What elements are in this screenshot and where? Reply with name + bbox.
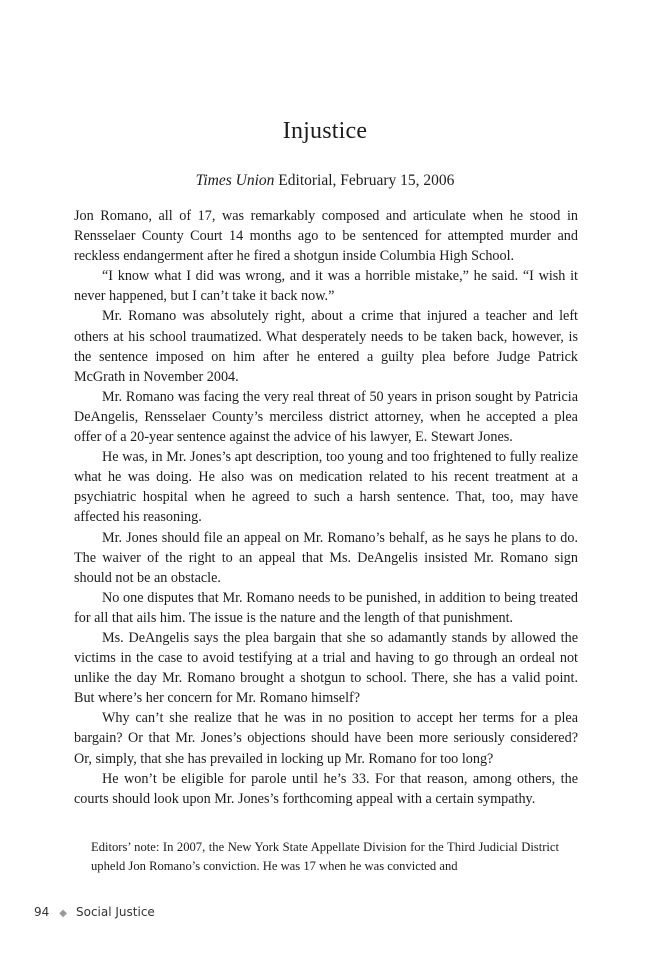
article-title: Injustice: [282, 118, 368, 144]
paragraph: Jon Romano, all of 17, was remarkably composed and articulate when he stood in Rensselaer County Court 14 months ago to be sentenced for attempted murder and reckless endangerment after he fired a shotgun inside Columbia High School.: [74, 208, 578, 265]
section-title: Social Justice: [75, 905, 155, 919]
page-footer: [34, 904, 155, 922]
paragraph: “I know what I did was wrong, and it was a horrible mistake,” he said. “I wish it never happened, but I can’t take it back now.”: [74, 268, 578, 305]
paragraph: Mr. Romano was facing the very real threat of 50 years in prison sought by Patricia DeAngelis, Rensselaer County’s merciless district attorney, when he accepted a plea offer of a 20-year sentence against the advice of his lawyer, E. Stewart Jones.: [74, 388, 578, 446]
article-source-line: [0, 170, 650, 192]
page-number: 94: [34, 905, 50, 919]
article-body: [74, 206, 578, 809]
diamond-separator-icon: ◆: [59, 908, 67, 919]
paragraph: He won’t be eligible for parole until he’s 33. For that reason, among others, the courts should look upon Mr. Jones’s forthcoming appeal with a certain sympathy.: [74, 770, 578, 807]
paragraph: Why can’t she realize that he was in no position to accept her terms for a plea bargain? Or that Mr. Jones’s objections should have been more seriously considered? Or, simply, that she has prevailed in locking up Mr. Romano for too long?: [74, 710, 578, 767]
paragraph: Ms. DeAngelis says the plea bargain that she so adamantly stands by allowed the victims in the case to avoid testifying at a trial and having to go through an ordeal not unlike the day Mr. Romano brought a shotgun to school. There, she has a valid point. But where’s her concern for Mr. Romano himself?: [74, 629, 578, 707]
source-date: Editorial, February 15, 2006: [274, 172, 455, 189]
editors-note: Editors’ note: In 2007, the New York State Appellate Division for the Third Judicial District upheld Jon Romano’s conviction. He was 17 when he was convicted and: [91, 840, 559, 873]
paragraph: No one disputes that Mr. Romano needs to be punished, in addition to being treated for all that ails him. The issue is the nature and the length of that punishment.: [74, 589, 578, 626]
paragraph: Mr. Jones should file an appeal on Mr. Romano’s behalf, as he says he plans to do. The waiver of the right to an appeal that Ms. DeAngelis insisted Mr. Romano sign should not be an obstacle.: [74, 529, 578, 586]
paragraph: Mr. Romano was absolutely right, about a crime that injured a teacher and left others at his school traumatized. What desperately needs to be taken back, however, is the sentence imposed on him after he entered a guilty plea before Judge Patrick McGrath in November 2004.: [74, 308, 578, 385]
paragraph: He was, in Mr. Jones’s apt description, too young and too frightened to fully realize what he was doing. He also was on medication related to his recent treatment at a psychiatric hospital when he agreed to such a harsh sentence. That, too, may have affected his reasoning.: [74, 449, 578, 526]
publication-name: Times Union: [195, 172, 275, 189]
